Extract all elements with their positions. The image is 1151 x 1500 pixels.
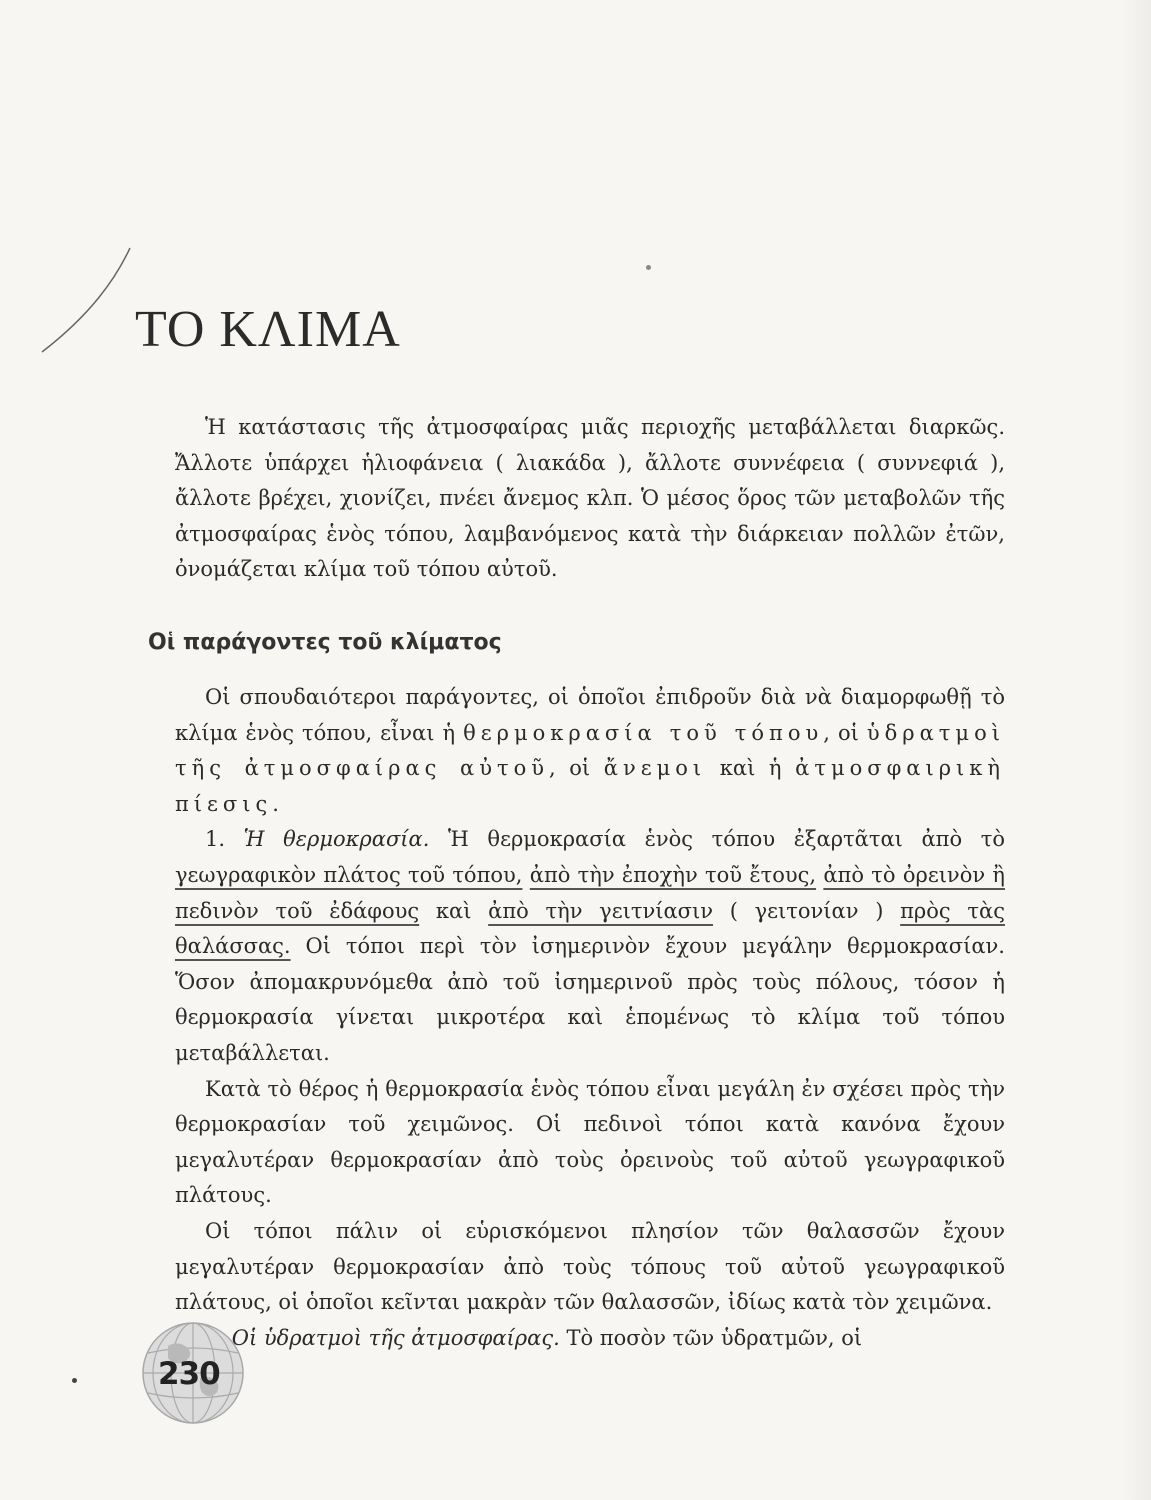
item-2-text: Τὸ ποσὸν τῶν ὑδρατμῶν, οἱ <box>566 1325 863 1350</box>
item-1-text-c: ( γειτονίαν ) <box>729 898 884 923</box>
factors-body <box>175 680 1005 1356</box>
sea-proximity-paragraph: Οἱ τόποι πάλιν οἱ εὑρισκόμενοι πλησίον τῶν θαλασσῶν ἔχουν μεγαλυτέραν θερμοκρασίαν ἀπὸ τοὺς τόπους τοῦ αὐτοῦ γεωγραφικοῦ πλάτους, οἱ ὁποῖοι κεῖνται μακρὰν τῶν θαλασσῶν, ἰδίως κατὰ τὸν χειμῶνα. <box>175 1218 1005 1315</box>
pencil-slash-mark <box>30 240 150 360</box>
factors-intro-sep-3: καὶ ἡ <box>719 756 782 781</box>
item-1-text-d: Οἱ τόποι περὶ τὸν ἰσημερινὸν ἔχουν μεγάλην θερμοκρασίαν. Ὅσον ἀπομακρυνόμεθα ἀπὸ τοῦ ἰσημερινοῦ πρὸς τοὺς πόλους, τόσον ἡ θερμοκρασία γίνεται μικροτέρα καὶ ἑπομένως τὸ κλίμα τοῦ τόπου μεταβάλλεται. <box>175 934 1005 1065</box>
item-1-text-a: Ἡ θερμοκρασία ἑνὸς τόπου ἐξαρτᾶται ἀπὸ τὸ <box>447 827 1005 852</box>
factors-intro-start: Οἱ σπουδαιότεροι παράγοντες, οἱ ὁποῖοι ἐπιδροῦν διὰ νὰ διαμορφωθῇ τὸ κλίμα ἑνὸς τόπου, εἶναι ἡ <box>175 685 1005 745</box>
term-winds: ἄνεμοι <box>603 756 707 781</box>
term-water-vapour: ὑδρατμοὶ τῆς ἀτμοσφαίρας αὐτοῦ <box>175 720 1005 781</box>
term-temperature: θερμοκρασία τοῦ τόπου <box>463 720 824 745</box>
item-water-vapour-paragraph <box>175 1321 1005 1357</box>
item-temperature-paragraph <box>175 822 1005 1071</box>
underlined-latitude: γεωγραφικὸν πλάτος τοῦ τόπου, <box>175 862 523 887</box>
item-1-number: 1. <box>205 827 226 852</box>
item-2-title: Οἱ ὑδρατμοὶ τῆς ἀτμοσφαίρας. <box>231 1325 560 1350</box>
ink-speck <box>646 265 651 270</box>
intro-paragraph: Ἡ κατάστασις τῆς ἀτμοσφαίρας μιᾶς περιοχῆς μεταβάλλεται διαρκῶς. Ἄλλοτε ὑπάρχει ἡλιοφάνεια ( λιακάδα ), ἄλλοτε συννέφεια ( συννεφιά ), ἄλλοτε βρέχει, χιονίζει, πνέει ἄνεμος κλπ. Ὁ μέσος ὅρος τῶν μεταβολῶν τῆς ἀτμοσφαίρας ἑνὸς τόπου, λαμβανόμενος κατὰ τὴν διάρκειαν πολλῶν ἐτῶν, ὀνομάζεται κλίμα τοῦ τόπου αὐτοῦ. <box>175 415 1005 582</box>
factors-intro-paragraph <box>175 680 1005 822</box>
underlined-terrain: ἀπὸ τὸ ὀρεινὸν ἢ πεδινὸν τοῦ ἐδάφους <box>175 862 1005 923</box>
item-1-title: Ἡ θερμοκρασία. <box>243 827 430 852</box>
term-pressure: ἀτμοσφαιρικὴ πίεσις <box>175 756 1005 816</box>
factors-intro-end: . <box>272 791 279 816</box>
underlined-proximity: ἀπὸ τὴν γειτνίασιν <box>488 898 713 923</box>
factors-intro-sep-2: , οἱ <box>549 756 591 781</box>
underlined-season: ἀπὸ τὴν ἐποχὴν τοῦ ἔτους, <box>529 862 817 887</box>
margin-dot <box>72 1378 77 1383</box>
page-number-badge <box>138 1318 248 1428</box>
page-number: 230 <box>158 1356 220 1392</box>
summer-winter-paragraph: Κατὰ τὸ θέρος ἡ θερμοκρασία ἑνὸς τόπου εἶναι μεγάλη ἐν σχέσει πρὸς τὴν θερμοκρασίαν τοῦ χειμῶνος. Οἱ πεδινοὶ τόποι κατὰ κανόνα ἔχουν μεγαλυτέραν θερμοκρασίαν ἀπὸ τοὺς ὀρεινοὺς τοῦ αὐτοῦ γεωγραφικοῦ πλάτους. <box>175 1076 1005 1208</box>
chapter-title: ΤΟ ΚΛΙΜΑ <box>135 301 401 358</box>
page-edge-shadow <box>1121 0 1151 1500</box>
item-1-text-b: καὶ <box>435 898 472 923</box>
factors-intro-sep-1: , οἱ <box>823 720 859 745</box>
section-heading: Οἱ παράγοντες τοῦ κλίματος <box>148 630 502 655</box>
underlined-seas: πρὸς τὰς θαλάσσας. <box>175 898 1005 959</box>
